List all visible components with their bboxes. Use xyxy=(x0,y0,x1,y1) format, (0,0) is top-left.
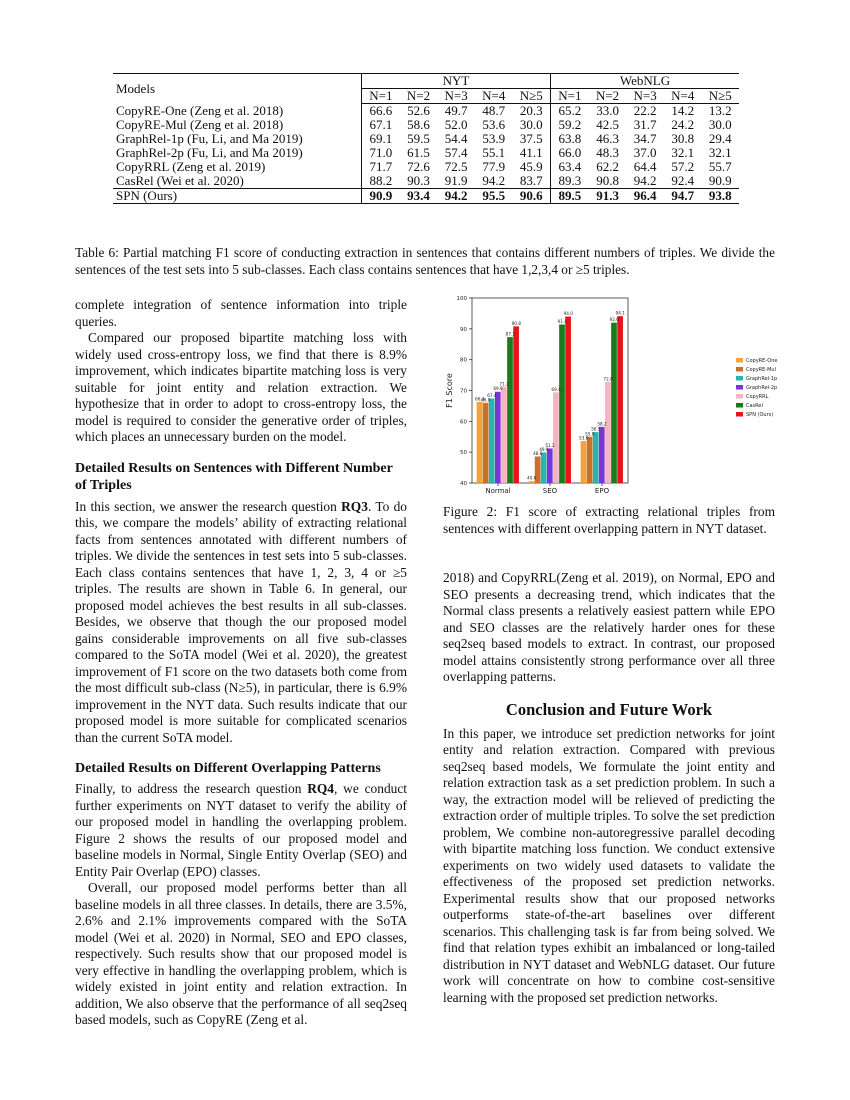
bar xyxy=(581,441,587,483)
legend-label: SPN (Ours) xyxy=(746,412,774,418)
x-tick-label: EPO xyxy=(594,487,610,495)
score-cell: 37.5 xyxy=(513,132,551,146)
score-cell: 33.0 xyxy=(596,103,619,118)
score-cell: 90.6 xyxy=(513,189,551,204)
bar-value-label: 71.2 xyxy=(499,381,509,387)
score-cell: 52.6 xyxy=(407,103,430,118)
legend-swatch xyxy=(736,367,743,372)
score-cell: 13.2 xyxy=(708,103,732,118)
legend-swatch xyxy=(736,403,743,408)
score-cell: 88.2 xyxy=(369,173,393,188)
bar-value-label: 53.6 xyxy=(579,435,589,441)
table-group-header-row xyxy=(113,74,739,89)
y-tick-label: 40 xyxy=(460,481,467,487)
bar xyxy=(559,325,565,483)
paragraph: Compared our proposed bipartite matching loss with widely used cross-entropy loss, we find that there is 8.9% improvement, which indicates bipartite matching loss is very suitable for joint entity and relation extraction. We hypothesize that in order to adopt to cross-entropy loss, the model is required to consider the generative order of triples, which places an unnecessary burden on the model. xyxy=(75,330,407,444)
legend-label: GraphRel-2p xyxy=(746,385,778,391)
score-cell: 83.7 xyxy=(513,174,551,189)
score-cell: 93.8 xyxy=(702,189,739,204)
score-cell: 66.6 xyxy=(369,103,393,118)
bar xyxy=(565,317,571,484)
score-cell: 90.3 xyxy=(407,173,430,188)
y-axis-label: F1 Score xyxy=(445,373,454,408)
subcol-header: N=3 xyxy=(626,89,664,104)
score-cell: 37.0 xyxy=(633,145,657,160)
model-name-cell: CasRel (Wei et al. 2020) xyxy=(113,174,362,189)
score-cell: 31.7 xyxy=(633,117,657,132)
model-name-cell: GraphRel-2p (Fu, Li, and Ma 2019) xyxy=(113,146,362,160)
score-cell: 94.2 xyxy=(437,189,475,204)
model-name-cell: GraphRel-1p (Fu, Li, and Ma 2019) xyxy=(113,132,362,146)
score-cell: 46.3 xyxy=(596,131,619,146)
score-cell: 72.6 xyxy=(407,159,430,174)
subcol-header: N≥5 xyxy=(513,89,551,104)
score-cell: 94.2 xyxy=(482,173,506,188)
bar-value-label: 90.8 xyxy=(511,320,521,326)
section-heading-triples: Detailed Results on Sentences with Different Number of Triples xyxy=(75,460,393,493)
score-cell: 42.5 xyxy=(596,117,619,132)
score-cell: 90.9 xyxy=(362,189,400,204)
score-cell: 53.6 xyxy=(482,117,506,132)
score-cell: 57.4 xyxy=(444,145,468,160)
bar xyxy=(513,326,519,483)
score-cell: 48.7 xyxy=(482,103,506,118)
model-name-cell: CopyRRL (Zeng et al. 2019) xyxy=(113,160,362,174)
bar xyxy=(501,387,507,483)
subcol-header: N=2 xyxy=(589,89,627,104)
legend-label: CasRel xyxy=(746,403,763,409)
legend-swatch xyxy=(736,376,743,381)
score-cell: 22.2 xyxy=(633,103,657,118)
bar-value-label: 91.4 xyxy=(557,319,567,325)
score-cell: 89.5 xyxy=(551,189,589,204)
score-cell: 90.8 xyxy=(596,173,619,188)
group-header-webnlg: WebNLG xyxy=(551,74,739,89)
x-tick-label: Normal xyxy=(485,487,511,495)
y-tick-label: 90 xyxy=(460,326,467,333)
legend-swatch xyxy=(736,385,743,390)
subcol-header: N≥5 xyxy=(702,89,739,104)
score-cell: 52.0 xyxy=(444,117,468,132)
score-cell: 24.2 xyxy=(671,117,695,132)
table-row xyxy=(113,174,739,189)
score-cell: 57.2 xyxy=(671,159,695,174)
x-tick-label: SEO xyxy=(542,487,558,495)
score-cell: 29.4 xyxy=(708,131,732,146)
text-span: . To do this, we compare the models’ ability of extracting relational facts from sentences annotated with different numbers of triples. We divide the sentences in test sets into 5 sub-classes. Each class contains sentences that have 1, 2, 3, 4 or ≥5 triples. The results are shown in Table 6. In general, our proposed model achieves the best results in all sub-classes. Besides, we observe that though the our proposed model gains considerable improvements on all five sub-classes compared to the SoTA model (Wei et al. 2020), the greatest improvement of F1 score on the two datasets both come from the most difficult sub-class (N≥5), in particular, there is 6.9% improvement in the NYT data. Such results indicate that our proposed model is more suitable for complicated scenarios than the current SoTA model. xyxy=(75,498,407,745)
table-row xyxy=(113,118,739,132)
table-row xyxy=(113,189,739,204)
bar xyxy=(547,448,553,483)
model-name-cell: CopyRE-Mul (Zeng et al. 2018) xyxy=(113,118,362,132)
bar xyxy=(617,316,623,483)
bar-value-label: 40.6 xyxy=(527,475,537,481)
paragraph: In this paper, we introduce set prediction networks for joint entity and relation extraction. Compared with previous seq2seq based models, We formulate the joint entity and relation extraction task as a set prediction problem. In such a way, the extraction model will be relieved of predicting the extraction order of multiple triples. To solve the set prediction problem, We combine non-autoregressive parallel decoding with bipartite matching loss function. We conduct extensive experiments on two widely used datasets to validate the effectiveness of the proposed set prediction networks. Experimental results show that our proposed networks outperforms state-of-the-art baselines over different scenarios. This challenging task is far from being solved. We find that relation types exhibit an imbalanced or long-tailed distribution in NYT dataset and WebNLG dataset. Our future work will concentrate on how to combine cost-sensitive learning with the proposed set prediction networks. xyxy=(443,725,776,1005)
score-cell: 66.0 xyxy=(558,145,582,160)
score-cell: 58.6 xyxy=(407,117,430,132)
bar xyxy=(599,427,605,483)
score-cell: 69.1 xyxy=(369,131,393,146)
score-cell: 91.9 xyxy=(444,173,468,188)
legend-swatch xyxy=(736,412,743,417)
text-span: Finally, to address the research question xyxy=(75,781,308,796)
score-cell: 54.4 xyxy=(444,131,468,146)
score-cell: 91.3 xyxy=(589,189,627,204)
text-span: , we conduct further experiments on NYT dataset to verify the ability of our proposed model in handling the overlapping problem. Figure 2 shows the results of our proposed model and baseline models in Normal, Single Entity Overlap (SEO) and Entity Pair Overlap (EPO) classes. xyxy=(75,781,407,879)
score-cell: 95.5 xyxy=(475,189,513,204)
bar xyxy=(489,399,495,483)
bar-value-label: 66.0 xyxy=(481,397,491,403)
y-tick-label: 100 xyxy=(456,296,467,302)
score-cell: 55.7 xyxy=(708,159,732,174)
score-cell: 64.4 xyxy=(633,159,657,174)
chart-legend xyxy=(736,358,777,418)
section-heading-overlap: Detailed Results on Different Overlapping Patterns xyxy=(75,761,381,776)
subcol-header: N=1 xyxy=(551,89,589,104)
score-cell: 30.8 xyxy=(671,131,695,146)
bar xyxy=(605,382,611,483)
chart-bars xyxy=(477,316,623,483)
score-cell: 45.9 xyxy=(513,160,551,174)
score-cell: 48.3 xyxy=(596,145,619,160)
legend-label: CopyRRL xyxy=(746,394,769,400)
paragraph: 2018) and CopyRRL(Zeng et al. 2019), on Normal, EPO and SEO presents a decreasing trend, which indicates that the Normal class presents a relatively easiest pattern while EPO and SEO classes are the relatively harder ones for these seq2seq based models to extract. In contrast, our proposed model attains consistently strong performance over all three overlapping patterns. xyxy=(443,570,775,684)
bar-value-label: 72.8 xyxy=(603,376,613,382)
section-heading-conclusion: Conclusion and Future Work xyxy=(505,699,713,719)
bar xyxy=(495,392,501,483)
figure-caption: Figure 2: F1 score of extracting relational triples from sentences with different overlapping pattern in NYT dataset. xyxy=(443,504,775,536)
bar xyxy=(529,481,535,483)
table-row xyxy=(113,160,739,174)
score-cell: 14.2 xyxy=(671,103,695,118)
table-caption: Table 6: Partial matching F1 score of conducting extraction in sentences that contains different numbers of triples. We divide the sentences of the test sets into 5 sub-classes. Each class contains sentences that have 1,2,3,4 or ≥5 triples. xyxy=(75,245,775,277)
subcol-header: N=1 xyxy=(362,89,400,104)
score-cell: 63.8 xyxy=(558,131,582,146)
bar-value-label: 58.2 xyxy=(597,421,607,427)
bar-value-label: 49.9 xyxy=(539,446,549,452)
bar-value-label: 56.5 xyxy=(591,426,601,432)
bar xyxy=(483,403,489,483)
bar xyxy=(477,402,483,483)
score-cell: 71.7 xyxy=(369,159,393,174)
bar-value-label: 87.3 xyxy=(505,331,515,337)
score-cell: 92.4 xyxy=(671,173,695,188)
score-cell: 72.5 xyxy=(444,159,468,174)
subcol-header: N=3 xyxy=(437,89,475,104)
bar xyxy=(587,437,593,483)
bar-value-label: 55.0 xyxy=(585,431,595,437)
score-cell: 96.4 xyxy=(626,189,664,204)
score-cell: 20.3 xyxy=(513,104,551,119)
rq3-label: RQ3 xyxy=(341,498,368,514)
score-cell: 34.7 xyxy=(633,131,657,146)
legend-label: CopyRE-Mul xyxy=(746,367,776,373)
paragraph-rq4 xyxy=(75,781,407,880)
score-cell: 49.7 xyxy=(444,103,468,118)
table-row xyxy=(113,104,739,119)
bar xyxy=(611,323,617,483)
bar-value-label: 51.2 xyxy=(545,442,555,448)
bar-value-label: 69.6 xyxy=(493,386,503,392)
score-cell: 61.5 xyxy=(407,145,430,160)
bar xyxy=(507,337,513,483)
bar xyxy=(541,452,547,483)
f1-score-bar-chart xyxy=(436,290,786,500)
score-cell: 71.0 xyxy=(369,145,393,160)
table-row xyxy=(113,146,739,160)
score-cell: 62.2 xyxy=(596,159,619,174)
score-cell: 67.1 xyxy=(369,117,393,132)
score-cell: 65.2 xyxy=(558,103,582,118)
score-cell: 63.4 xyxy=(558,159,582,174)
bar-value-label: 94.1 xyxy=(615,310,625,316)
score-cell: 93.4 xyxy=(400,189,438,204)
score-cell: 94.2 xyxy=(633,173,657,188)
rq4-label: RQ4 xyxy=(307,781,335,796)
model-name-cell: CopyRE-One (Zeng et al. 2018) xyxy=(113,104,362,119)
bar-value-label: 48.6 xyxy=(533,450,543,456)
legend-label: CopyRE-One xyxy=(746,358,778,364)
y-tick-label: 70 xyxy=(460,388,467,395)
bar-value-label: 92.0 xyxy=(609,317,619,323)
bar-value-label: 94.0 xyxy=(563,311,573,316)
subcol-header: N=4 xyxy=(475,89,513,104)
model-name-cell: SPN (Ours) xyxy=(113,189,362,204)
legend-swatch xyxy=(736,358,743,363)
right-column xyxy=(443,570,775,1006)
paragraph-rq3 xyxy=(75,499,407,747)
models-header: Models xyxy=(113,74,362,104)
bar xyxy=(553,392,559,483)
score-cell: 94.7 xyxy=(664,189,702,204)
legend-label: GraphRel-1p xyxy=(746,376,778,382)
table-body xyxy=(113,104,739,204)
score-cell: 59.2 xyxy=(558,117,582,132)
y-tick-label: 50 xyxy=(460,450,467,457)
bar-value-label: 67.4 xyxy=(487,393,497,399)
text-span: In this section, we answer the research question xyxy=(75,498,342,514)
score-cell: 30.0 xyxy=(708,117,732,132)
table-row xyxy=(113,132,739,146)
subcol-header: N=2 xyxy=(400,89,438,104)
score-cell: 55.1 xyxy=(482,145,506,160)
y-tick-label: 60 xyxy=(460,419,467,426)
score-cell: 89.3 xyxy=(558,173,582,188)
left-column xyxy=(75,297,407,1029)
y-tick-label: 80 xyxy=(460,357,467,364)
bar-value-label: 66.3 xyxy=(475,396,485,402)
score-cell: 32.1 xyxy=(708,145,732,160)
score-cell: 90.9 xyxy=(708,173,732,188)
score-cell: 77.9 xyxy=(482,159,506,174)
score-cell: 53.9 xyxy=(482,131,506,146)
results-table xyxy=(113,73,739,204)
bar-value-label: 69.4 xyxy=(551,386,561,392)
score-cell: 32.1 xyxy=(671,145,695,160)
score-cell: 41.1 xyxy=(513,146,551,160)
paragraph: complete integration of sentence information into triple queries. xyxy=(75,297,407,329)
legend-swatch xyxy=(736,394,743,399)
score-cell: 59.5 xyxy=(407,131,430,146)
group-header-nyt: NYT xyxy=(362,74,551,89)
score-cell: 30.0 xyxy=(513,118,551,132)
subcol-header: N=4 xyxy=(664,89,702,104)
paragraph: Overall, our proposed model performs better than all baseline models in all three classes. In details, there are 3.5%, 2.6% and 2.1% improvements compared with the SoTA model (Wei et al. 2020) in Normal, SEO and EPO classes, respectively. Such results show that our proposed model is very effective in handling the overlapping problem, which is widely existed in joint entity and relation extraction. In addition, We also observe that the performance of all seq2seq based models, such as CopyRE (Zeng et al. xyxy=(75,880,407,1027)
bar xyxy=(593,432,599,483)
